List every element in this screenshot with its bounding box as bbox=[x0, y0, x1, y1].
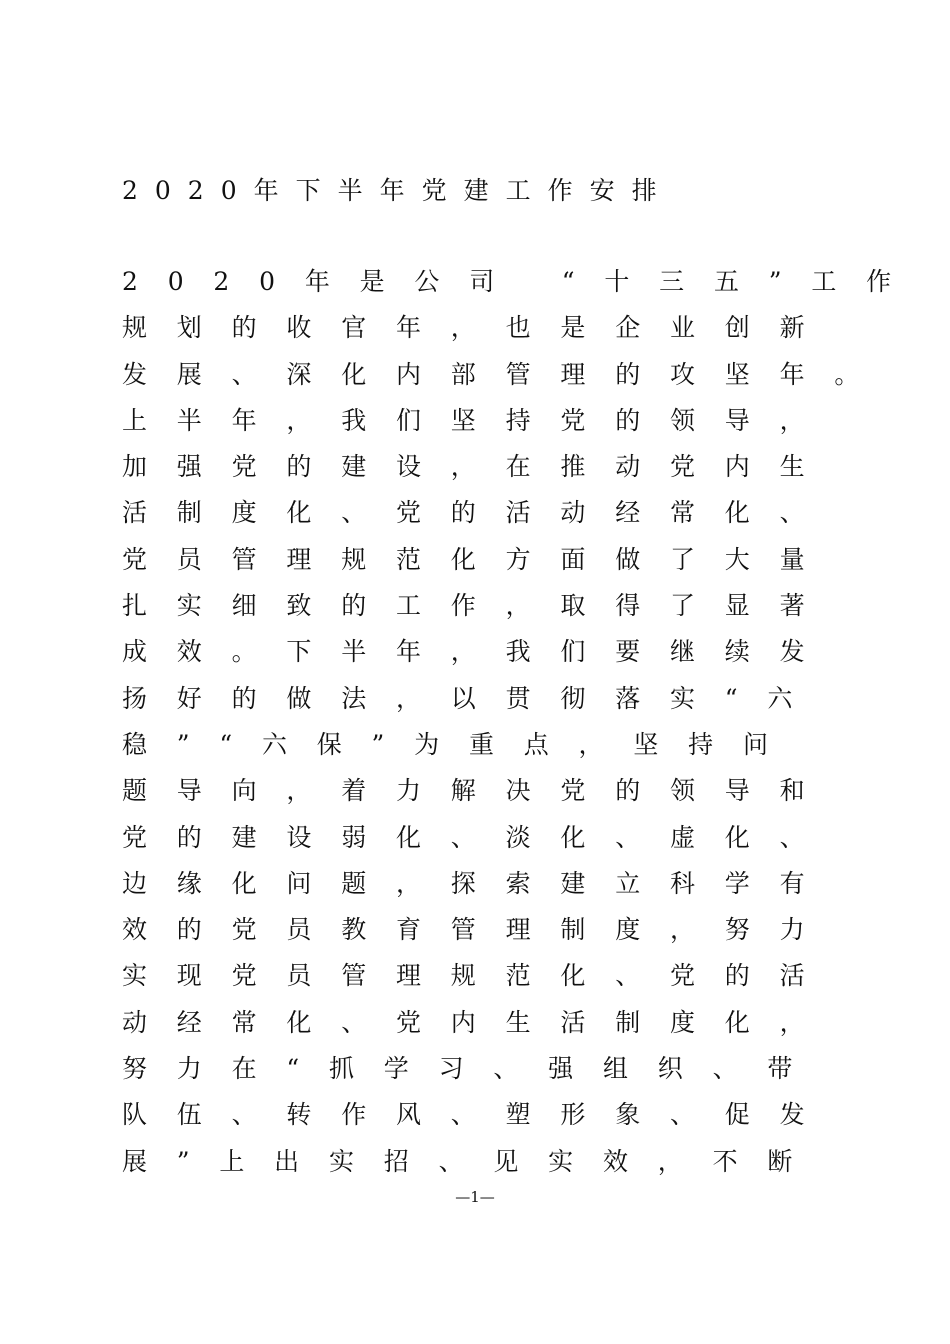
body-line: 题导向，着力解决党的领导和 bbox=[122, 776, 835, 806]
body-line: 展”上出实招、见实效，不断 bbox=[122, 1146, 823, 1176]
page-number: —1— bbox=[455, 1188, 495, 1206]
body-line: 发展、深化内部管理的攻坚年。 bbox=[122, 359, 890, 389]
body-line: 扬好的做法，以贯彻落实“六 bbox=[122, 683, 823, 713]
body-line: 党员管理规范化方面做了大量 bbox=[122, 544, 835, 574]
body-line: 队伍、转作风、塑形象、促发 bbox=[122, 1100, 835, 1130]
body-line: 扎实细致的工作，取得了显著 bbox=[122, 591, 835, 621]
body-line: 2020年是公司 “十三五”工作 bbox=[122, 267, 921, 296]
body-line: 实现党员管理规范化、党的活 bbox=[122, 961, 835, 991]
body-line: 规划的收官年，也是企业创新 bbox=[122, 313, 835, 343]
body-line: 稳”“六保”为重点，坚持问 bbox=[122, 729, 798, 759]
document-title: 2020年下半年党建工作安排 bbox=[122, 176, 674, 205]
body-line: 成效。下半年，我们要继续发 bbox=[122, 637, 835, 667]
body-line: 边缘化问题，探索建立科学有 bbox=[122, 868, 835, 898]
body-line: 上半年，我们坚持党的领导， bbox=[122, 405, 835, 435]
body-line: 党的建设弱化、淡化、虚化、 bbox=[122, 822, 835, 852]
body-line: 效的党员教育管理制度，努力 bbox=[122, 915, 835, 945]
body-line: 动经常化、党内生活制度化， bbox=[122, 1007, 835, 1037]
document-body bbox=[122, 259, 921, 1185]
body-line: 活制度化、党的活动经常化、 bbox=[122, 498, 835, 528]
body-line: 加强党的建设，在推动党内生 bbox=[122, 452, 835, 482]
body-line: 努力在“抓学习、强组织、带 bbox=[122, 1054, 823, 1084]
